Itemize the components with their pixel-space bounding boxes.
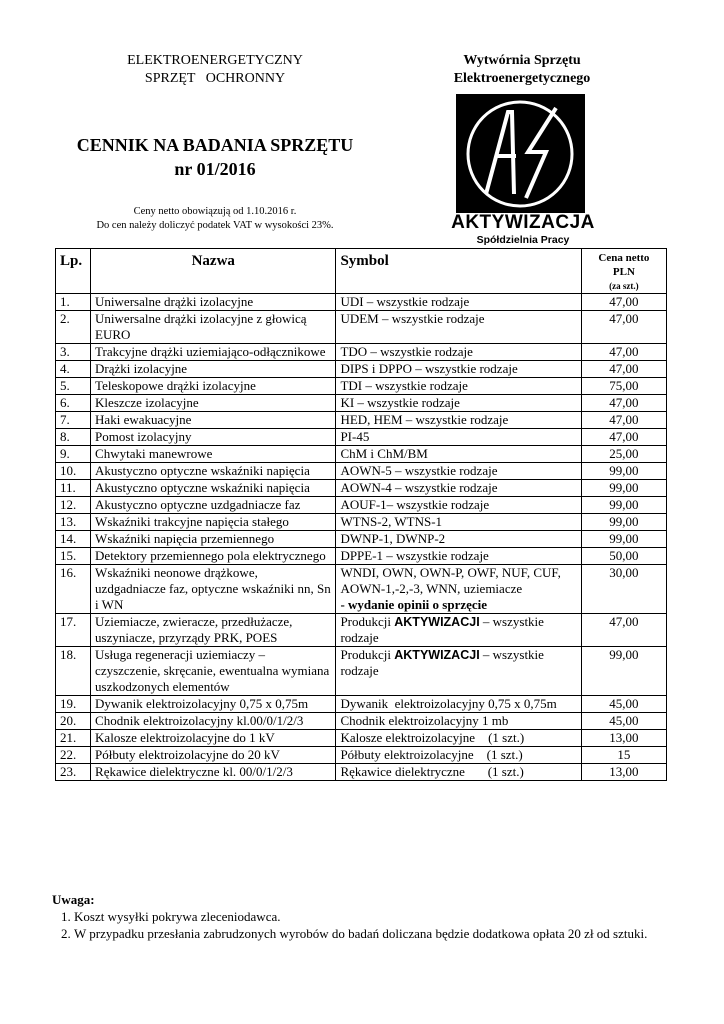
row-lp: 7. — [56, 412, 91, 429]
header-right-line2: Elektroenergetycznego — [453, 71, 591, 86]
row-lp: 8. — [56, 429, 91, 446]
symbol-text: TDO – wszystkie rodzaje — [340, 344, 473, 359]
row-lp: 16. — [56, 565, 91, 614]
row-symbol — [336, 378, 581, 395]
footer-notes — [52, 891, 682, 942]
row-price: 45,00 — [581, 696, 666, 713]
row-price: 99,00 — [581, 497, 666, 514]
logo-mark-icon — [456, 94, 585, 213]
row-lp: 10. — [56, 463, 91, 480]
row-price: 47,00 — [581, 429, 666, 446]
row-symbol — [336, 446, 581, 463]
row-lp: 12. — [56, 497, 91, 514]
company-logo — [456, 94, 585, 213]
row-name: Wskaźniki napięcia przemiennego — [91, 531, 336, 548]
symbol-text: PI-45 — [340, 429, 370, 444]
footer-item: 1. Koszt wysyłki pokrywa zleceniodawca. — [74, 908, 682, 925]
table-row — [56, 311, 667, 344]
row-price: 99,00 — [581, 531, 666, 548]
row-name: Rękawice dielektryczne kl. 00/0/1/2/3 — [91, 764, 336, 781]
header-symbol: Symbol — [336, 249, 581, 294]
table-row — [56, 480, 667, 497]
table-row — [56, 565, 667, 614]
row-symbol — [336, 713, 581, 730]
table-row — [56, 497, 667, 514]
row-price: 47,00 — [581, 361, 666, 378]
row-lp: 15. — [56, 548, 91, 565]
footer-item: 2. W przypadku przesłania zabrudzonych wyrobów do badań doliczana będzie dodatkowa opłata 20 zł od sztuki. — [74, 925, 682, 942]
row-name: Akustyczno optyczne wskaźniki napięcia — [91, 463, 336, 480]
header-left — [80, 52, 350, 88]
row-price: 13,00 — [581, 764, 666, 781]
header-lp: Lp. — [56, 249, 91, 294]
row-symbol — [336, 311, 581, 344]
row-name: Chwytaki manewrowe — [91, 446, 336, 463]
symbol-prefix: Produkcji — [340, 614, 391, 629]
row-symbol — [336, 614, 581, 647]
header-right-line1: Wytwórnia Sprzętu — [463, 53, 581, 68]
symbol-text: DPPE-1 – wszystkie rodzaje — [340, 548, 489, 563]
row-symbol — [336, 429, 581, 446]
table-row — [56, 747, 667, 764]
row-lp: 23. — [56, 764, 91, 781]
table-row — [56, 647, 667, 696]
table-header-row — [56, 249, 667, 294]
row-name: Wskaźniki neonowe drążkowe, uzdgadniacze faz, optyczne wskaźniki nn, Sn i WN — [91, 565, 336, 614]
table-row — [56, 446, 667, 463]
symbol-text: AOWN-5 – wszystkie rodzaje — [340, 463, 498, 478]
symbol-text: – wszystkie rodzaje — [340, 647, 544, 678]
symbol-brand: AKTYWIZACJI — [394, 648, 480, 662]
symbol-text: ChM i ChM/BM — [340, 446, 428, 461]
table-row — [56, 361, 667, 378]
row-price: 99,00 — [581, 514, 666, 531]
footer-list — [52, 908, 682, 942]
row-symbol — [336, 764, 581, 781]
table-row — [56, 294, 667, 311]
table-row — [56, 531, 667, 548]
row-name: Dywanik elektroizolacyjny 0,75 x 0,75m — [91, 696, 336, 713]
row-price: 47,00 — [581, 412, 666, 429]
header-left-line2: SPRZĘT OCHRONNY — [144, 71, 286, 86]
table-row — [56, 344, 667, 361]
row-symbol — [336, 565, 581, 614]
symbol-text: WTNS-2, WTNS-1 — [340, 514, 443, 529]
registered-mark: ® — [567, 94, 578, 110]
row-lp: 5. — [56, 378, 91, 395]
header-price — [581, 249, 666, 294]
row-price: 47,00 — [581, 344, 666, 361]
row-lp: 6. — [56, 395, 91, 412]
symbol-text: UDI – wszystkie rodzaje — [340, 294, 470, 309]
table-row — [56, 614, 667, 647]
table-body — [56, 294, 667, 781]
header-price-unit: (za szt.) — [609, 281, 639, 291]
row-name: Kalosze elektroizolacyjne do 1 kV — [91, 730, 336, 747]
row-lp: 4. — [56, 361, 91, 378]
row-lp: 19. — [56, 696, 91, 713]
symbol-text: Kalosze elektroizolacyjne (1 szt.) — [340, 730, 525, 745]
header-price-line1: Cena netto — [598, 252, 650, 264]
row-price: 15 — [581, 747, 666, 764]
header-left-line1: ELEKTROENERGETYCZNY — [127, 53, 303, 68]
symbol-text: AOWN-4 – wszystkie rodzaje — [340, 480, 498, 495]
row-price: 99,00 — [581, 480, 666, 497]
row-price: 47,00 — [581, 614, 666, 647]
notes-line1: Ceny netto obowiązują od 1.10.2016 r. — [133, 206, 297, 217]
symbol-text: AOUF-1– wszystkie rodzaje — [340, 497, 490, 512]
row-lp: 17. — [56, 614, 91, 647]
row-lp: 18. — [56, 647, 91, 696]
symbol-text: Rękawice dielektryczne (1 szt.) — [340, 764, 524, 779]
logo-name: AKTYWIZACJA — [451, 212, 595, 233]
row-name: Detektory przemiennego pola elektrycznego — [91, 548, 336, 565]
table-row — [56, 696, 667, 713]
row-name: Wskaźniki trakcyjne napięcia stałego — [91, 514, 336, 531]
row-price: 13,00 — [581, 730, 666, 747]
row-lp: 14. — [56, 531, 91, 548]
header-name: Nazwa — [91, 249, 336, 294]
symbol-text: DIPS i DPPO – wszystkie rodzaje — [340, 361, 518, 376]
row-name: Drążki izolacyjne — [91, 361, 336, 378]
symbol-text: DWNP-1, DWNP-2 — [340, 531, 446, 546]
row-price: 50,00 — [581, 548, 666, 565]
table-row — [56, 463, 667, 480]
row-lp: 20. — [56, 713, 91, 730]
table-row — [56, 764, 667, 781]
row-name: Pomost izolacyjny — [91, 429, 336, 446]
row-symbol — [336, 463, 581, 480]
footer-heading: Uwaga: — [52, 892, 95, 907]
header-price-line2: PLN — [612, 266, 635, 278]
symbol-text: HED, HEM – wszystkie rodzaje — [340, 412, 509, 427]
title-line2: nr 01/2016 — [174, 159, 256, 179]
row-price: 47,00 — [581, 311, 666, 344]
row-lp: 13. — [56, 514, 91, 531]
row-price: 99,00 — [581, 647, 666, 696]
row-lp: 21. — [56, 730, 91, 747]
row-symbol — [336, 497, 581, 514]
symbol-brand: AKTYWIZACJI — [394, 615, 480, 629]
table-row — [56, 395, 667, 412]
price-table — [55, 248, 667, 781]
row-name: Chodnik elektroizolacyjny kl.00/0/1/2/3 — [91, 713, 336, 730]
table-row — [56, 713, 667, 730]
row-symbol — [336, 531, 581, 548]
row-price: 47,00 — [581, 294, 666, 311]
row-price: 47,00 — [581, 395, 666, 412]
row-name: Uniwersalne drążki izolacyjne — [91, 294, 336, 311]
row-lp: 3. — [56, 344, 91, 361]
row-lp: 2. — [56, 311, 91, 344]
row-symbol — [336, 730, 581, 747]
symbol-prefix: Produkcji — [340, 647, 391, 662]
row-symbol — [336, 647, 581, 696]
row-symbol — [336, 412, 581, 429]
symbol-suffix: - wydanie opinii o sprzęcie — [340, 597, 488, 612]
symbol-text: Chodnik elektroizolacyjny 1 mb — [340, 713, 509, 728]
table-row — [56, 412, 667, 429]
header-right — [424, 52, 620, 88]
symbol-text: Dywanik elektroizolacyjny 0,75 x 0,75m — [340, 696, 557, 711]
row-name: Teleskopowe drążki izolacyjne — [91, 378, 336, 395]
row-symbol — [336, 480, 581, 497]
row-symbol — [336, 514, 581, 531]
table-row — [56, 548, 667, 565]
price-notes — [40, 205, 390, 233]
logo-subtitle: Spółdzielnia Pracy — [476, 234, 570, 246]
symbol-text: – wszystkie rodzaje — [340, 614, 544, 645]
row-name: Akustyczno optyczne wskaźniki napięcia — [91, 480, 336, 497]
notes-line2: Do cen należy doliczyć podatek VAT w wysokości 23%. — [96, 220, 334, 231]
table-row — [56, 730, 667, 747]
symbol-text: Półbuty elektroizolacyjne (1 szt.) — [340, 747, 523, 762]
row-symbol — [336, 548, 581, 565]
row-price: 25,00 — [581, 446, 666, 463]
row-name: Akustyczno optyczne uzdgadniacze faz — [91, 497, 336, 514]
row-symbol — [336, 747, 581, 764]
table-row — [56, 378, 667, 395]
row-name: Trakcyjne drążki uziemiająco-odłącznikowe — [91, 344, 336, 361]
row-lp: 22. — [56, 747, 91, 764]
table-row — [56, 429, 667, 446]
row-name: Uniwersalne drążki izolacyjne z głowicą EURO — [91, 311, 336, 344]
symbol-text: TDI – wszystkie rodzaje — [340, 378, 468, 393]
symbol-text: UDEM – wszystkie rodzaje — [340, 311, 485, 326]
row-name: Półbuty elektroizolacyjne do 20 kV — [91, 747, 336, 764]
page-title — [40, 133, 390, 181]
row-symbol — [336, 344, 581, 361]
symbol-text: KI – wszystkie rodzaje — [340, 395, 460, 410]
table-row — [56, 514, 667, 531]
row-name: Uziemiacze, zwieracze, przedłużacze, uszyniacze, przyrządy PRK, POES — [91, 614, 336, 647]
title-line1: CENNIK NA BADANIA SPRZĘTU — [76, 135, 354, 155]
row-name: Kleszcze izolacyjne — [91, 395, 336, 412]
row-lp: 11. — [56, 480, 91, 497]
row-price: 99,00 — [581, 463, 666, 480]
row-price: 30,00 — [581, 565, 666, 614]
row-symbol — [336, 696, 581, 713]
symbol-text: WNDI, OWN, OWN-P, OWF, NUF, CUF, AOWN-1,-2,-3, WNN, uziemiacze — [340, 565, 564, 596]
row-name: Haki ewakuacyjne — [91, 412, 336, 429]
row-name: Usługa regeneracji uziemiaczy – czyszczenie, skręcanie, ewentualna wymiana uszkodzonych elementów — [91, 647, 336, 696]
row-symbol — [336, 395, 581, 412]
row-price: 45,00 — [581, 713, 666, 730]
row-lp: 9. — [56, 446, 91, 463]
row-symbol — [336, 294, 581, 311]
row-lp: 1. — [56, 294, 91, 311]
row-price: 75,00 — [581, 378, 666, 395]
row-symbol — [336, 361, 581, 378]
